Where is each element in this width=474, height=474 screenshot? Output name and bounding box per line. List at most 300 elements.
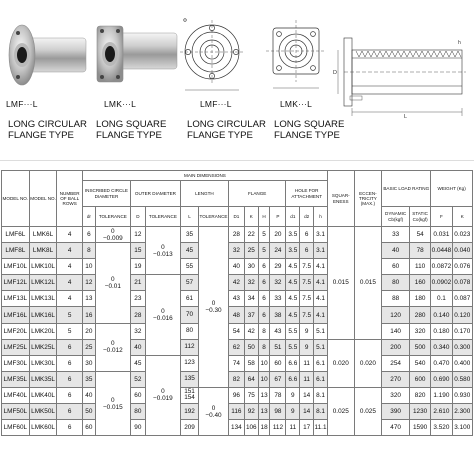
cell-weight-K: 0.040 bbox=[452, 243, 472, 259]
cell-weight-K: 0.170 bbox=[452, 323, 472, 339]
table-row bbox=[2, 355, 473, 371]
cell-K: 92 bbox=[244, 404, 258, 420]
cell-h: 5.1 bbox=[314, 339, 328, 355]
cell-D: 80 bbox=[130, 404, 145, 420]
table-row bbox=[2, 323, 473, 339]
cell-h: 3.1 bbox=[314, 243, 328, 259]
cell-weight-F: 0.180 bbox=[431, 323, 452, 339]
caption-4: LONG SQUARE FLANGE TYPE bbox=[274, 119, 345, 141]
product-code-4: LMK···L bbox=[280, 99, 313, 109]
cell-h: 11.1 bbox=[314, 420, 328, 436]
cell-D: 60 bbox=[130, 387, 145, 403]
drawing-label-L: L bbox=[404, 114, 408, 120]
cell-H: 8 bbox=[258, 339, 270, 355]
cell-P: 29 bbox=[270, 259, 286, 275]
cell-model-lmk: LMK50L bbox=[29, 404, 57, 420]
cell-static: 180 bbox=[409, 291, 430, 307]
cell-tol-D: 0 −0.013 bbox=[145, 227, 180, 275]
cell-d1: 5.5 bbox=[286, 323, 300, 339]
cell-model-lmk: LMK6L bbox=[29, 227, 57, 243]
table-row bbox=[2, 307, 473, 323]
cell-weight-F: 2.610 bbox=[431, 404, 452, 420]
cell-K: 50 bbox=[244, 339, 258, 355]
cell-H: 8 bbox=[258, 323, 270, 339]
cell-squareness: 0.020 bbox=[327, 339, 354, 387]
th-weight-F: F bbox=[431, 207, 452, 227]
cell-dr: 8 bbox=[82, 243, 95, 259]
cell-L: 61 bbox=[180, 291, 198, 307]
cell-weight-F: 0.0448 bbox=[431, 243, 452, 259]
cell-static: 1230 bbox=[409, 404, 430, 420]
cell-L: 80 bbox=[180, 323, 198, 339]
cell-D1: 62 bbox=[228, 339, 244, 355]
cell-tol-L: 0 −0.40 bbox=[199, 387, 229, 435]
cell-tol-dr: 0 −0.015 bbox=[95, 371, 130, 435]
cell-L: 123 bbox=[180, 355, 198, 371]
table-row bbox=[2, 387, 473, 403]
cell-D: 23 bbox=[130, 291, 145, 307]
cell-d1: 3.5 bbox=[286, 243, 300, 259]
cell-D1: 40 bbox=[228, 259, 244, 275]
th-inscribed: INSCRIBED CIRCLE DIAMETER bbox=[82, 181, 130, 207]
cell-H: 6 bbox=[258, 275, 270, 291]
cell-d1: 4.5 bbox=[286, 291, 300, 307]
th-model-1: MODEL NO. bbox=[2, 171, 30, 227]
cell-H: 13 bbox=[258, 404, 270, 420]
cell-model-lmk: LMK40L bbox=[29, 387, 57, 403]
cell-weight-K: 3.100 bbox=[452, 420, 472, 436]
cell-model-lmk: LMK13L bbox=[29, 291, 57, 307]
cell-d2: 7.5 bbox=[300, 291, 314, 307]
cell-tol-dr: 0 −0.012 bbox=[95, 323, 130, 371]
cell-dynamic: 88 bbox=[382, 291, 410, 307]
cell-d1: 5.5 bbox=[286, 339, 300, 355]
cell-dynamic: 80 bbox=[382, 275, 410, 291]
cell-static: 500 bbox=[409, 339, 430, 355]
cell-model-lmk: LMK30L bbox=[29, 355, 57, 371]
cell-tol-L: 0 −0.30 bbox=[199, 227, 229, 388]
cell-static: 320 bbox=[409, 323, 430, 339]
cell-L: 135 bbox=[180, 371, 198, 387]
cell-model-lmf: LMF12L bbox=[2, 275, 30, 291]
cell-P: 98 bbox=[270, 404, 286, 420]
cell-d2: 11 bbox=[300, 355, 314, 371]
product-code-1: LMF···L bbox=[6, 99, 38, 109]
cell-eccentricity: 0.020 bbox=[354, 339, 382, 387]
cell-D1: 134 bbox=[228, 420, 244, 436]
cell-d1: 9 bbox=[286, 387, 300, 403]
cell-weight-K: 0.400 bbox=[452, 355, 472, 371]
cell-ball-rows: 6 bbox=[57, 404, 83, 420]
cell-h: 4.1 bbox=[314, 291, 328, 307]
cell-d1: 4.5 bbox=[286, 275, 300, 291]
cell-weight-K: 0.580 bbox=[452, 371, 472, 387]
cell-K: 75 bbox=[244, 387, 258, 403]
th-weight-K: K bbox=[452, 207, 472, 227]
cell-H: 13 bbox=[258, 387, 270, 403]
product-images-panel bbox=[0, 0, 474, 160]
table-row bbox=[2, 339, 473, 355]
cell-static: 78 bbox=[409, 243, 430, 259]
cell-L: 35 bbox=[180, 227, 198, 243]
cell-dr: 25 bbox=[82, 339, 95, 355]
cell-weight-F: 0.031 bbox=[431, 227, 452, 243]
cell-H: 18 bbox=[258, 420, 270, 436]
cell-H: 10 bbox=[258, 355, 270, 371]
cell-h: 8.1 bbox=[314, 404, 328, 420]
cell-h: 4.1 bbox=[314, 259, 328, 275]
cell-ball-rows: 4 bbox=[57, 291, 83, 307]
cell-ball-rows: 6 bbox=[57, 355, 83, 371]
th-main-dimensions: MAIN DIMENSIONS bbox=[82, 171, 327, 181]
cell-D1: 43 bbox=[228, 291, 244, 307]
cell-K: 58 bbox=[244, 355, 258, 371]
cell-weight-K: 0.930 bbox=[452, 387, 472, 403]
cell-L: 112 bbox=[180, 339, 198, 355]
cell-dynamic: 390 bbox=[382, 404, 410, 420]
cell-P: 51 bbox=[270, 339, 286, 355]
cell-d2: 6 bbox=[300, 227, 314, 243]
cell-L: 55 bbox=[180, 259, 198, 275]
cell-ball-rows: 4 bbox=[57, 275, 83, 291]
th-squareness: SQUAR-ENESS bbox=[327, 171, 354, 227]
cell-L: 209 bbox=[180, 420, 198, 436]
cell-ball-rows: 4 bbox=[57, 227, 83, 243]
cell-d1: 6.6 bbox=[286, 371, 300, 387]
cell-ball-rows: 4 bbox=[57, 243, 83, 259]
th-d2: d2 bbox=[300, 207, 314, 227]
cell-ball-rows: 6 bbox=[57, 339, 83, 355]
cell-h: 5.1 bbox=[314, 323, 328, 339]
cell-H: 6 bbox=[258, 259, 270, 275]
cell-squareness: 0.015 bbox=[327, 227, 354, 340]
cell-H: 6 bbox=[258, 307, 270, 323]
cell-dr: 16 bbox=[82, 307, 95, 323]
cell-dynamic: 33 bbox=[382, 227, 410, 243]
cell-D: 28 bbox=[130, 307, 145, 323]
cell-model-lmf: LMF35L bbox=[2, 371, 30, 387]
th-P: P bbox=[270, 207, 286, 227]
drawing-label-D: D bbox=[333, 70, 337, 76]
cell-P: 32 bbox=[270, 275, 286, 291]
cell-D1: 116 bbox=[228, 404, 244, 420]
cell-dr: 10 bbox=[82, 259, 95, 275]
cell-static: 54 bbox=[409, 227, 430, 243]
th-ball-rows: NUMBER OF BALL ROWS bbox=[57, 171, 83, 227]
cell-D1: 82 bbox=[228, 371, 244, 387]
cell-squareness: 0.025 bbox=[327, 387, 354, 435]
cell-dynamic: 470 bbox=[382, 420, 410, 436]
cell-model-lmf: LMF20L bbox=[2, 323, 30, 339]
th-dynamic: DYNAMIC Cb(kgf) bbox=[382, 207, 410, 227]
cell-h: 8.1 bbox=[314, 387, 328, 403]
cell-dynamic: 200 bbox=[382, 339, 410, 355]
cell-static: 280 bbox=[409, 307, 430, 323]
cell-P: 78 bbox=[270, 387, 286, 403]
product-code-3: LMF···L bbox=[200, 99, 232, 109]
table-row bbox=[2, 291, 473, 307]
cell-model-lmf: LMF13L bbox=[2, 291, 30, 307]
cell-weight-F: 0.140 bbox=[431, 307, 452, 323]
cell-weight-F: 0.0872 bbox=[431, 259, 452, 275]
cell-D: 40 bbox=[130, 339, 145, 355]
cell-weight-K: 0.120 bbox=[452, 307, 472, 323]
cell-D1: 54 bbox=[228, 323, 244, 339]
cell-P: 38 bbox=[270, 307, 286, 323]
cell-d2: 9 bbox=[300, 323, 314, 339]
cell-h: 6.1 bbox=[314, 371, 328, 387]
cell-ball-rows: 6 bbox=[57, 371, 83, 387]
cell-static: 110 bbox=[409, 259, 430, 275]
cell-weight-F: 0.0902 bbox=[431, 275, 452, 291]
cell-dynamic: 254 bbox=[382, 355, 410, 371]
cell-D: 90 bbox=[130, 420, 145, 436]
cell-d1: 9 bbox=[286, 404, 300, 420]
cell-model-lmf: LMF40L bbox=[2, 387, 30, 403]
cell-static: 820 bbox=[409, 387, 430, 403]
cell-weight-K: 0.076 bbox=[452, 259, 472, 275]
cell-D1: 74 bbox=[228, 355, 244, 371]
cell-dynamic: 140 bbox=[382, 323, 410, 339]
th-tol-L: TOLERANCE bbox=[199, 207, 229, 227]
th-load-rating: BASIC LOAD RATING bbox=[382, 171, 431, 207]
cell-L: 151 154 bbox=[180, 387, 198, 403]
cell-d2: 11 bbox=[300, 371, 314, 387]
cell-d2: 9 bbox=[300, 339, 314, 355]
cell-L: 57 bbox=[180, 275, 198, 291]
cell-weight-F: 0.340 bbox=[431, 339, 452, 355]
drawing-label-h: h bbox=[458, 40, 461, 46]
caption-3: LONG CIRCULAR FLANGE TYPE bbox=[187, 119, 266, 141]
cell-static: 1590 bbox=[409, 420, 430, 436]
th-tol-dr: TOLERANCE bbox=[95, 207, 130, 227]
cell-K: 30 bbox=[244, 259, 258, 275]
cell-K: 25 bbox=[244, 243, 258, 259]
cell-model-lmf: LMF25L bbox=[2, 339, 30, 355]
cell-model-lmk: LMK12L bbox=[29, 275, 57, 291]
cell-model-lmf: LMF6L bbox=[2, 227, 30, 243]
cell-d1: 4.5 bbox=[286, 259, 300, 275]
cell-K: 34 bbox=[244, 291, 258, 307]
lmf-long-circular-photo bbox=[9, 25, 86, 85]
cell-weight-K: 2.300 bbox=[452, 404, 472, 420]
cell-weight-F: 0.690 bbox=[431, 371, 452, 387]
cell-d2: 17 bbox=[300, 420, 314, 436]
lmk-front-drawing bbox=[266, 20, 326, 88]
cell-model-lmf: LMF10L bbox=[2, 259, 30, 275]
cell-tol-dr: 0 −0.01 bbox=[95, 243, 130, 323]
th-h: h bbox=[314, 207, 328, 227]
cell-weight-F: 0.1 bbox=[431, 291, 452, 307]
cell-L: 70 bbox=[180, 307, 198, 323]
th-D: D bbox=[130, 207, 145, 227]
cell-D1: 96 bbox=[228, 387, 244, 403]
cell-L: 192 bbox=[180, 404, 198, 420]
cell-model-lmk: LMK10L bbox=[29, 259, 57, 275]
cell-K: 22 bbox=[244, 227, 258, 243]
cell-model-lmk: LMK25L bbox=[29, 339, 57, 355]
cell-model-lmf: LMF60L bbox=[2, 420, 30, 436]
cell-tol-D: 0 −0.019 bbox=[145, 355, 180, 435]
cell-weight-K: 0.078 bbox=[452, 275, 472, 291]
cell-dynamic: 320 bbox=[382, 387, 410, 403]
cell-D: 45 bbox=[130, 355, 145, 371]
th-tol-D: TOLERANCE bbox=[145, 207, 180, 227]
section-drawing bbox=[338, 38, 466, 116]
cell-h: 3.1 bbox=[314, 227, 328, 243]
th-H: H bbox=[258, 207, 270, 227]
table-row bbox=[2, 243, 473, 259]
cell-K: 106 bbox=[244, 420, 258, 436]
cell-D: 12 bbox=[130, 227, 145, 243]
th-model-2: MODEL NO. bbox=[29, 171, 57, 227]
th-weight: WEIGHT (Kg) bbox=[431, 171, 473, 207]
table-row bbox=[2, 259, 473, 275]
cell-model-lmk: LMK8L bbox=[29, 243, 57, 259]
cell-static: 600 bbox=[409, 371, 430, 387]
th-outer: OUTER DIAMETER bbox=[130, 181, 180, 207]
cell-d1: 11 bbox=[286, 420, 300, 436]
cell-weight-K: 0.023 bbox=[452, 227, 472, 243]
cell-P: 20 bbox=[270, 227, 286, 243]
cell-dr: 13 bbox=[82, 291, 95, 307]
th-D1: D1 bbox=[228, 207, 244, 227]
cell-tol-dr: 0 −0.009 bbox=[95, 227, 130, 243]
cell-h: 4.1 bbox=[314, 275, 328, 291]
th-d1: d1 bbox=[286, 207, 300, 227]
cell-weight-F: 1.190 bbox=[431, 387, 452, 403]
cell-H: 10 bbox=[258, 371, 270, 387]
cell-d1: 3.5 bbox=[286, 227, 300, 243]
table-row bbox=[2, 371, 473, 387]
cell-H: 5 bbox=[258, 227, 270, 243]
cell-P: 67 bbox=[270, 371, 286, 387]
cell-D: 15 bbox=[130, 243, 145, 259]
cell-weight-K: 0.087 bbox=[452, 291, 472, 307]
cell-P: 43 bbox=[270, 323, 286, 339]
cell-P: 112 bbox=[270, 420, 286, 436]
cell-D1: 42 bbox=[228, 275, 244, 291]
cell-model-lmf: LMF30L bbox=[2, 355, 30, 371]
caption-2: LONG SQUARE FLANGE TYPE bbox=[96, 119, 167, 141]
cell-dr: 30 bbox=[82, 355, 95, 371]
cell-d2: 7.5 bbox=[300, 275, 314, 291]
cell-model-lmf: LMF8L bbox=[2, 243, 30, 259]
cell-d1: 4.5 bbox=[286, 307, 300, 323]
cell-d1: 6.6 bbox=[286, 355, 300, 371]
cell-d2: 14 bbox=[300, 404, 314, 420]
cell-ball-rows: 4 bbox=[57, 259, 83, 275]
cell-P: 24 bbox=[270, 243, 286, 259]
cell-model-lmk: LMK20L bbox=[29, 323, 57, 339]
product-code-2: LMK···L bbox=[104, 99, 137, 109]
cell-model-lmf: LMF16L bbox=[2, 307, 30, 323]
cell-K: 32 bbox=[244, 275, 258, 291]
lmf-front-drawing bbox=[180, 20, 244, 90]
cell-dr: 40 bbox=[82, 387, 95, 403]
cell-dynamic: 60 bbox=[382, 259, 410, 275]
cell-dr: 50 bbox=[82, 404, 95, 420]
cell-h: 4.1 bbox=[314, 307, 328, 323]
cell-D1: 28 bbox=[228, 227, 244, 243]
th-static: STATIC Co(kgf) bbox=[409, 207, 430, 227]
th-eccentricity: ECCEN-TRICITY (MAX.) bbox=[354, 171, 382, 227]
cell-K: 64 bbox=[244, 371, 258, 387]
drawing-label-phi: Φ bbox=[183, 18, 187, 24]
cell-L: 45 bbox=[180, 243, 198, 259]
cell-ball-rows: 5 bbox=[57, 323, 83, 339]
cell-weight-F: 3.520 bbox=[431, 420, 452, 436]
th-dr: dr bbox=[82, 207, 95, 227]
cell-eccentricity: 0.025 bbox=[354, 387, 382, 435]
cell-K: 37 bbox=[244, 307, 258, 323]
cell-dynamic: 40 bbox=[382, 243, 410, 259]
table-row bbox=[2, 275, 473, 291]
cell-D: 19 bbox=[130, 259, 145, 275]
cell-H: 6 bbox=[258, 291, 270, 307]
cell-tol-D: 0 −0.016 bbox=[145, 275, 180, 355]
cell-eccentricity: 0.015 bbox=[354, 227, 382, 340]
th-L: L bbox=[180, 207, 198, 227]
th-K: K bbox=[244, 207, 258, 227]
cell-h: 6.1 bbox=[314, 355, 328, 371]
cell-P: 60 bbox=[270, 355, 286, 371]
spec-table bbox=[1, 170, 473, 436]
cell-H: 5 bbox=[258, 243, 270, 259]
cell-D: 52 bbox=[130, 371, 145, 387]
cell-D1: 48 bbox=[228, 307, 244, 323]
th-flange: FLANGE bbox=[228, 181, 286, 207]
cell-dr: 35 bbox=[82, 371, 95, 387]
cell-d2: 7.5 bbox=[300, 259, 314, 275]
cell-ball-rows: 6 bbox=[57, 420, 83, 436]
cell-dr: 6 bbox=[82, 227, 95, 243]
cell-D: 32 bbox=[130, 323, 145, 339]
table-row bbox=[2, 404, 473, 420]
cell-d2: 14 bbox=[300, 387, 314, 403]
table-row bbox=[2, 420, 473, 436]
cell-dynamic: 270 bbox=[382, 371, 410, 387]
cell-dr: 12 bbox=[82, 275, 95, 291]
cell-ball-rows: 5 bbox=[57, 307, 83, 323]
cell-d2: 7.5 bbox=[300, 307, 314, 323]
cell-D: 21 bbox=[130, 275, 145, 291]
cell-dynamic: 120 bbox=[382, 307, 410, 323]
cell-model-lmk: LMK35L bbox=[29, 371, 57, 387]
cell-model-lmf: LMF50L bbox=[2, 404, 30, 420]
lmk-long-square-photo bbox=[97, 26, 177, 82]
cell-ball-rows: 6 bbox=[57, 387, 83, 403]
cell-model-lmk: LMK16L bbox=[29, 307, 57, 323]
th-hole: HOLE FOR ATTACHMENT bbox=[286, 181, 328, 207]
cell-d2: 6 bbox=[300, 243, 314, 259]
divider bbox=[0, 160, 474, 161]
caption-1: LONG CIRCULAR FLANGE TYPE bbox=[8, 119, 87, 141]
th-length: LENGTH bbox=[180, 181, 228, 207]
cell-K: 42 bbox=[244, 323, 258, 339]
table-row bbox=[2, 227, 473, 243]
cell-weight-F: 0.470 bbox=[431, 355, 452, 371]
cell-D1: 32 bbox=[228, 243, 244, 259]
cell-P: 33 bbox=[270, 291, 286, 307]
cell-dr: 20 bbox=[82, 323, 95, 339]
cell-static: 160 bbox=[409, 275, 430, 291]
cell-static: 540 bbox=[409, 355, 430, 371]
cell-model-lmk: LMK60L bbox=[29, 420, 57, 436]
spec-table-body bbox=[2, 227, 473, 436]
cell-weight-K: 0.300 bbox=[452, 339, 472, 355]
cell-dr: 60 bbox=[82, 420, 95, 436]
